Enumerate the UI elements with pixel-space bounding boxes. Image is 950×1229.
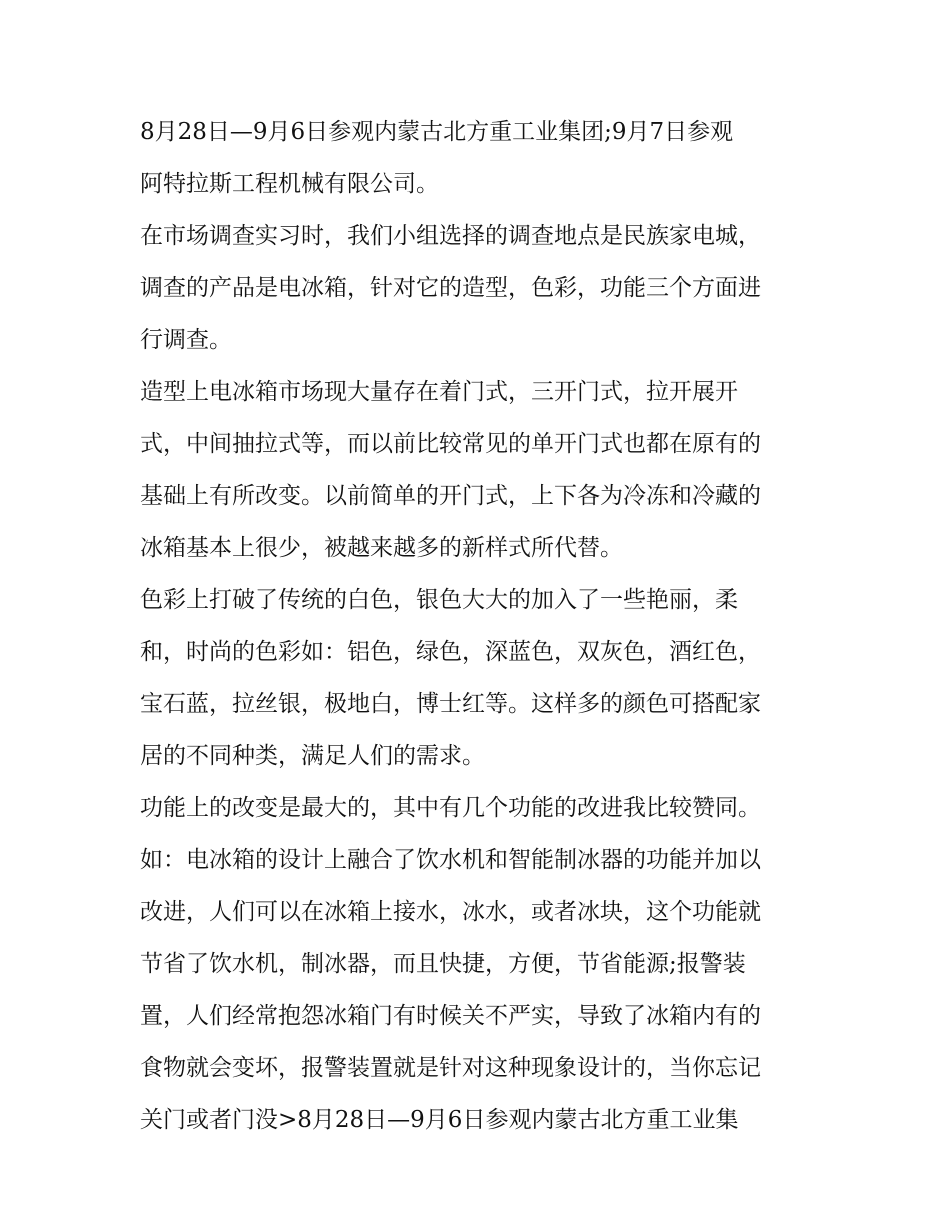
text-line: 改进，人们可以在冰箱上接水，冰水，或者冰块，这个功能就 <box>140 899 761 925</box>
text-line: 阿特拉斯工程机械有限公司。 <box>140 171 439 197</box>
text-line: 行调查。 <box>140 327 232 353</box>
text-line: 基础上有所改变。以前简单的开门式，上下各为冷冻和冷藏的 <box>140 483 761 509</box>
text-line: 调查的产品是电冰箱，针对它的造型，色彩，功能三个方面进 <box>140 275 761 301</box>
text-line: 在市场调查实习时，我们小组选择的调查地点是民族家电城， <box>140 223 761 249</box>
document-body <box>140 112 820 1152</box>
text-line: 冰箱基本上很少，被越来越多的新样式所代替。 <box>140 535 623 561</box>
text-line: 造型上电冰箱市场现大量存在着门式，三开门式，拉开展开 <box>140 379 738 405</box>
text-line: 和，时尚的色彩如：铝色，绿色，深蓝色，双灰色，酒红色， <box>140 639 761 665</box>
text-line: 置，人们经常抱怨冰箱门有时候关不严实，导致了冰箱内有的 <box>140 1003 761 1029</box>
text-line: 式，中间抽拉式等，而以前比较常见的单开门式也都在原有的 <box>140 431 761 457</box>
text-line: 食物就会变坏，报警装置就是针对这种现象设计的，当你忘记 <box>140 1055 761 1081</box>
text-line: 宝石蓝，拉丝银，极地白，博士红等。这样多的颜色可搭配家 <box>140 691 761 717</box>
text-line: 功能上的改变是最大的，其中有几个功能的改进我比较赞同。 <box>140 795 761 821</box>
text-line: 8月28日—9月6日参观内蒙古北方重工业集团;9月7日参观 <box>140 119 734 145</box>
text-line: 色彩上打破了传统的白色，银色大大的加入了一些艳丽，柔 <box>140 587 738 613</box>
text-line: 关门或者门没>8月28日—9月6日参观内蒙古北方重工业集 <box>140 1107 739 1133</box>
text-line: 如：电冰箱的设计上融合了饮水机和智能制冰器的功能并加以 <box>140 847 761 873</box>
text-line: 居的不同种类，满足人们的需求。 <box>140 743 485 769</box>
text-line: 节省了饮水机，制冰器，而且快捷，方便，节省能源;报警装 <box>140 951 746 977</box>
